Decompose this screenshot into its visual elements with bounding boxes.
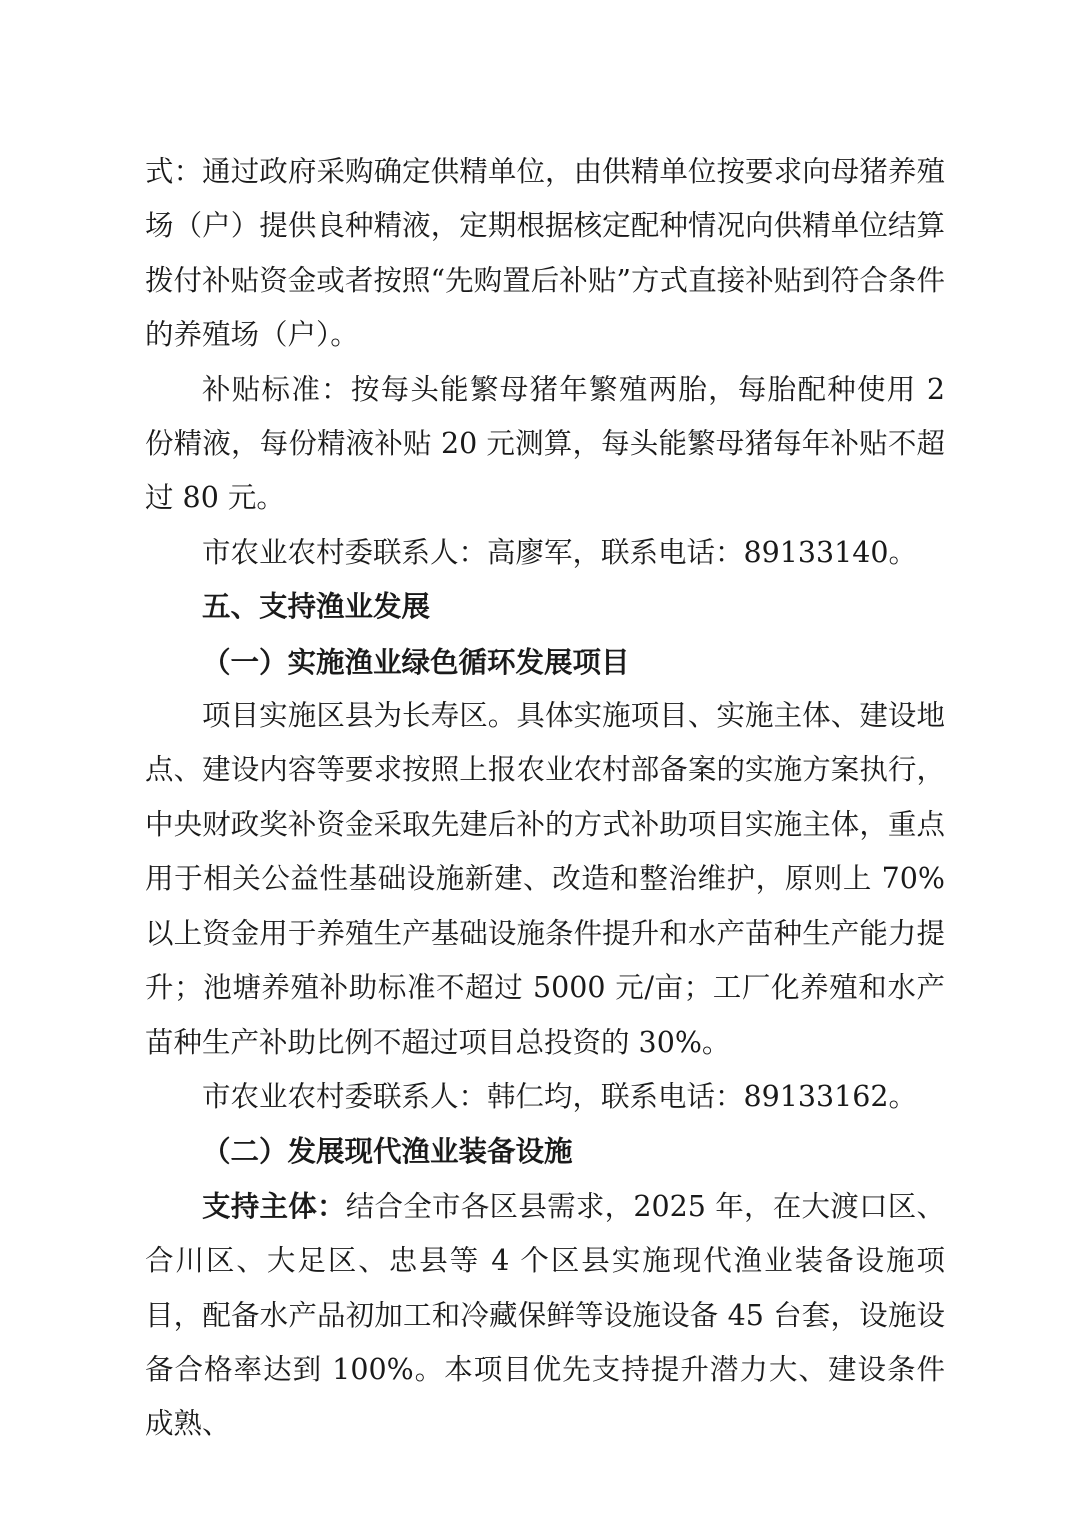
paragraph-subsidy-standard: 补贴标准：按每头能繁母猪年繁殖两胎，每胎配种使用 2 份精液，每份精液补贴 20 元测算，每头能繁母猪每年补贴不超过 80 元。	[145, 372, 945, 515]
support-subject-text: 结合全市各区县需求，2025 年，在大渡口区、合川区、大足区、忠县等 4 个区县实施现代渔业装备设施项目，配备水产品初加工和冷藏保鲜等设施设备 45 台套，设施设备合格率达到 100%。本项目优先支持提升潜力大、建设条件成熟、	[145, 1189, 945, 1441]
support-subject-label: 支持主体：	[202, 1188, 346, 1223]
paragraph-project-details: 项目实施区县为长寿区。具体实施项目、实施主体、建设地点、建设内容等要求按照上报农业农村部备案的实施方案执行，中央财政奖补资金采取先建后补的方式补助项目实施主体，重点用于相关公益性基础设施新建、改造和整治维护，原则上 70% 以上资金用于养殖生产基础设施条件提升和水产苗种生产能力提升；池塘养殖补助标准不超过 5000 元/亩；工厂化养殖和水产苗种生产补助比例不超过项目总投资的 30%。	[145, 699, 945, 1059]
paragraph-contact-2: 市农业农村委联系人：韩仁均，联系电话：89133162。	[202, 1079, 918, 1113]
paragraph-support-subject	[145, 1179, 945, 1452]
document-body	[145, 145, 945, 1452]
subsection-heading-equipment: （二）发展现代渔业装备设施	[202, 1134, 573, 1169]
subsection-heading-green-cycle: （一）实施渔业绿色循环发展项目	[202, 644, 630, 679]
paragraph-subsidy-method: 式：通过政府采购确定供精单位，由供精单位按要求向母猪养殖场（户）提供良种精液，定期根据核定配种情况向供精单位结算拨付补贴资金或者按照“先购置后补贴”方式直接补贴到符合条件的养殖场（户）。	[145, 155, 945, 352]
section-heading-fishery: 五、支持渔业发展	[202, 590, 431, 624]
paragraph-contact-1: 市农业农村委联系人：高廖军，联系电话：89133140。	[202, 535, 918, 569]
